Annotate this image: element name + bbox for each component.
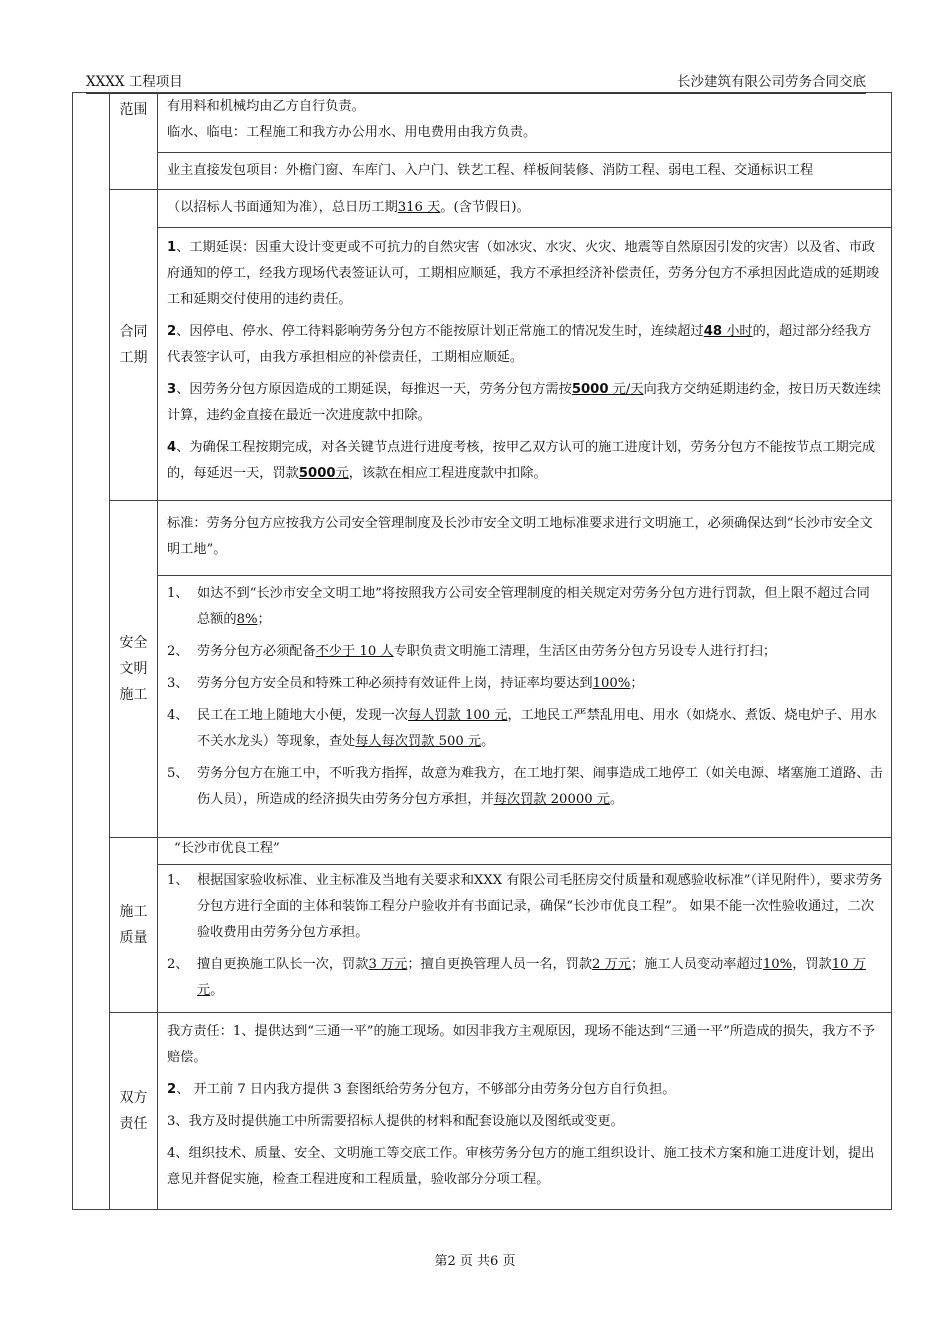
civil-item: 1、 如达不到“长沙市安全文明工地”将按照我方公司安全管理制度的相关规定对劳务分包方进行罚款，但上限不超过合同总额的8%；: [167, 586, 870, 627]
owner-direct-text: 业主直接发包项目：外檐门窗、车库门、入户门、铁艺工程、样板间装修、消防工程、弱电工程、交通标识工程: [167, 163, 814, 178]
company-title: 长沙建筑有限公司劳务合同交底: [677, 74, 866, 90]
delay-clause-4: 4、为确保工程按期完成，对各关键节点进行进度考核，按甲乙双方认可的施工进度计划，劳务分包方不能按节点工期完成的，每延迟一天，罚款5000元，该款在相应工程进度款中扣除。: [167, 440, 876, 481]
page-header: [86, 71, 866, 94]
delay-clause-2: 2、因停电、停水、停工待料影响劳务分包方不能按原计划正常施工的情况发生时，连续超过48 小时的，超过部分经我方代表签字认可，由我方承担相应的补偿责任，工期相应顺延。: [167, 324, 872, 365]
owner-direct-cell: [158, 153, 892, 190]
delay-clauses-cell: [158, 228, 892, 501]
responsibility-2: 2、 开工前 7 日内我方提供 3 套图纸给劳务分包方，不够部分由劳务分包方自行负担。: [167, 1082, 676, 1097]
duration-intro: （以招标人书面通知为准），总日历工期: [167, 200, 398, 215]
contract-table: [72, 92, 892, 1210]
civil-item: 3、 劳务分包方安全员和特殊工种必须持有效证件上岗，持证率均要达到100%；: [167, 676, 644, 691]
section-label-zeren: 双方 责任: [110, 1013, 158, 1210]
duration-suffix: 。(含节假日)。: [440, 200, 530, 215]
total-days: 316 天: [397, 200, 441, 215]
duration-cell: [158, 190, 892, 228]
quality-items-cell: [158, 865, 892, 1013]
civil-standard-text: 标准：劳务分包方应按我方公司安全管理制度及长沙市安全文明工地标准要求进行文明施工，必须确保达到“长沙市安全文明工地”。: [167, 516, 873, 557]
responsibility-cell: [158, 1013, 892, 1210]
section-label-fanwei: 范围: [110, 93, 158, 190]
quality-item-2: 2、 擅自更换施工队长一次，罚款3 万元；擅自更换管理人员一名，罚款2 万元；施工人员变动率超过10%，罚款10 万元。: [167, 957, 866, 998]
civil-standard-cell: [158, 501, 892, 576]
scope-line-1: 有用料和机械均由乙方自行负责。: [167, 99, 365, 114]
quality-item-1: 1、 根据国家验收标准、业主标准及当地有关要求和XXX 有限公司毛胚房交付质量和观感验收标准”（详见附件），要求劳务分包方进行全面的主体和装饰工程分户验收并有书面记录，确保“长沙市优良工程”。 如果不能一次性验收通过，二次验收费用由劳务分包方承担。: [167, 873, 883, 940]
scope-line-2: 临水、临电：工程施工和我方办公用水、用电费用由我方负责。: [167, 125, 537, 140]
section-label-anquan: 安全 文明 施工: [110, 501, 158, 838]
page-number: 第2 页 共6 页: [434, 1254, 516, 1269]
responsibility-4: 4、组织技术、质量、安全、文明施工等交底工作。审核劳务分包方的施工组织设计、施工技术方案和施工进度计划，提出意见并督促实施，检查工程进度和工程质量，验收部分分项工程。: [167, 1146, 875, 1187]
responsibility-1: 我方责任：1、提供达到“三通一平”的施工现场。如因非我方主观原因，现场不能达到“三通一平”所造成的损失，我方不予赔偿。: [167, 1024, 875, 1065]
civil-item: 4、 民工在工地上随地大小便，发现一次每人罚款 100 元，工地民工严禁乱用电、用水（如烧水、煮饭、烧电炉子、用水不关水龙头）等现象，查处每人每次罚款 500 元。: [167, 708, 877, 749]
left-margin-column: [73, 93, 110, 1210]
project-name: XXXX 工程项目: [86, 74, 183, 90]
quality-heading-cell: [158, 838, 892, 865]
civil-item: 2、 劳务分包方必须配备不少于 10 人专职负责文明施工清理，生活区由劳务分包方另设专人进行打扫；: [167, 644, 777, 659]
delay-clause-3: 3、因劳务分包方原因造成的工期延误，每推迟一天，劳务分包方需按5000 元/天向我方交纳延期违约金，按日历天数连续计算，违约金直接在最近一次进度款中扣除。: [167, 382, 881, 423]
civil-item: 5、 劳务分包方在施工中，不听我方指挥，故意为难我方，在工地打架、闹事造成工地停工（如关电源、堵塞施工道路、击伤人员），所造成的经济损失由劳务分包方承担，并每次罚款 20000 元。: [167, 766, 883, 807]
section-label-zhiliang: 施工 质量: [110, 838, 158, 1013]
scope-cell: [158, 93, 892, 153]
delay-clause-1: 1、工期延误：因重大设计变更或不可抗力的自然灾害（如冰灾、水灾、火灾、地震等自然原因引发的灾害）以及省、市政府通知的停工，经我方现场代表签证认可，工期相应顺延，我方不承担经济补偿责任，劳务分包方不承担因此造成的延期竣工和延期交付使用的违约责任。: [167, 240, 880, 307]
responsibility-3: 3、我方及时提供施工中所需要招标人提供的材料和配套设施以及图纸或变更。: [167, 1114, 624, 1129]
civil-items-cell: [158, 576, 892, 838]
quality-heading: “长沙市优良工程”: [174, 841, 280, 856]
section-label-gongqi: 合同 工期: [110, 190, 158, 501]
